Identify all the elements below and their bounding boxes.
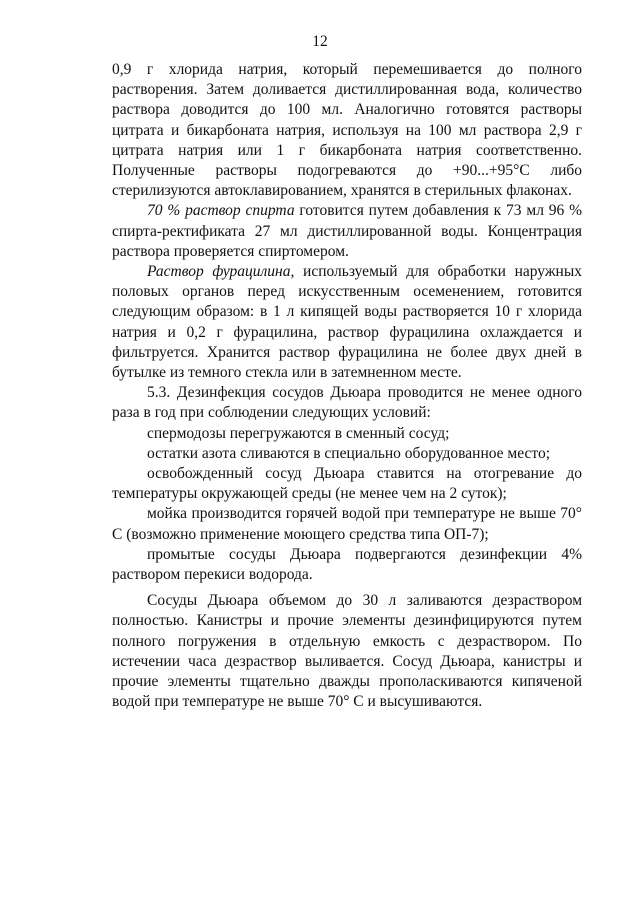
paragraph-furacilin-text: используемый для обработки наружных половых органов перед искусственным осеменением, готовится следующим образом: в 1 л кипящей воды растворяется 10 г хлорида натрия и 0,2 г фурацилина, раствор фурацилина охлаждается и фильтруется. Хранится раствор фурацилина не более двух дней в бутылке из темного стекла или в затемненном месте. xyxy=(112,263,583,382)
paragraph-alcohol-text: готовится путем добавления к 73 мл 96 % спирта-ректификата 27 мл дистиллированной воды. Концентрация раствора проверяется спиртомером. xyxy=(112,202,583,260)
page-number: 12 xyxy=(312,33,328,50)
paragraph-saline-solution: 0,9 г хлорида натрия, который перемешивается до полного растворения. Затем доливается дистиллированная вода, количество раствора доводится до 100 мл. Аналогично готовятся растворы цитрата и бикарбоната натрия, используя на 100 мл раствора 2,9 г цитрата натрия или 1 г бикарбоната натрия соответственно. Полученные растворы подогреваются до +90...+95°С либо стерилизуются автоклавированием, хранятся в стерильных флаконах. xyxy=(112,61,582,200)
paragraph-alcohol-solution xyxy=(112,201,582,262)
list-item: остатки азота сливаются в специально оборудованное место; xyxy=(147,444,551,462)
list-item: мойка производится горячей водой при температуре не выше 70° С (возможно применение моющего средства типа ОП-7); xyxy=(112,505,582,543)
list-item: освобожденный сосуд Дьюара ставится на отогревание до температуры окружающей среды (не менее чем на 2 суток); xyxy=(112,465,582,503)
document-body xyxy=(112,60,582,713)
paragraph-dewar-filling: Сосуды Дьюара объемом до 30 л заливаются дезраствором полностью. Канистры и прочие элементы дезинфицируются путем полного погружения в отдельную емкость с дезраствором. По истечении часа дезраствор выливается. Сосуд Дьюара, канистры и прочие элементы тщательно дважды прополаскиваются кипяченой водой при температуре не выше 70° С и высушиваются. xyxy=(112,592,582,711)
term-alcohol-solution: 70 % раствор спирта xyxy=(147,202,295,220)
list-item: спермодозы перегружаются в сменный сосуд; xyxy=(147,424,450,442)
paragraph-furacilin-solution xyxy=(112,262,582,383)
paragraph-dewar-disinfection: 5.3. Дезинфекция сосудов Дьюара проводится не менее одного раза в год при соблюдении следующих условий: xyxy=(112,384,582,422)
term-furacilin-solution: Раствор фурацилина, xyxy=(147,263,295,281)
list-item: промытые сосуды Дьюара подвергаются дезинфекции 4% раствором перекиси водорода. xyxy=(112,545,582,584)
